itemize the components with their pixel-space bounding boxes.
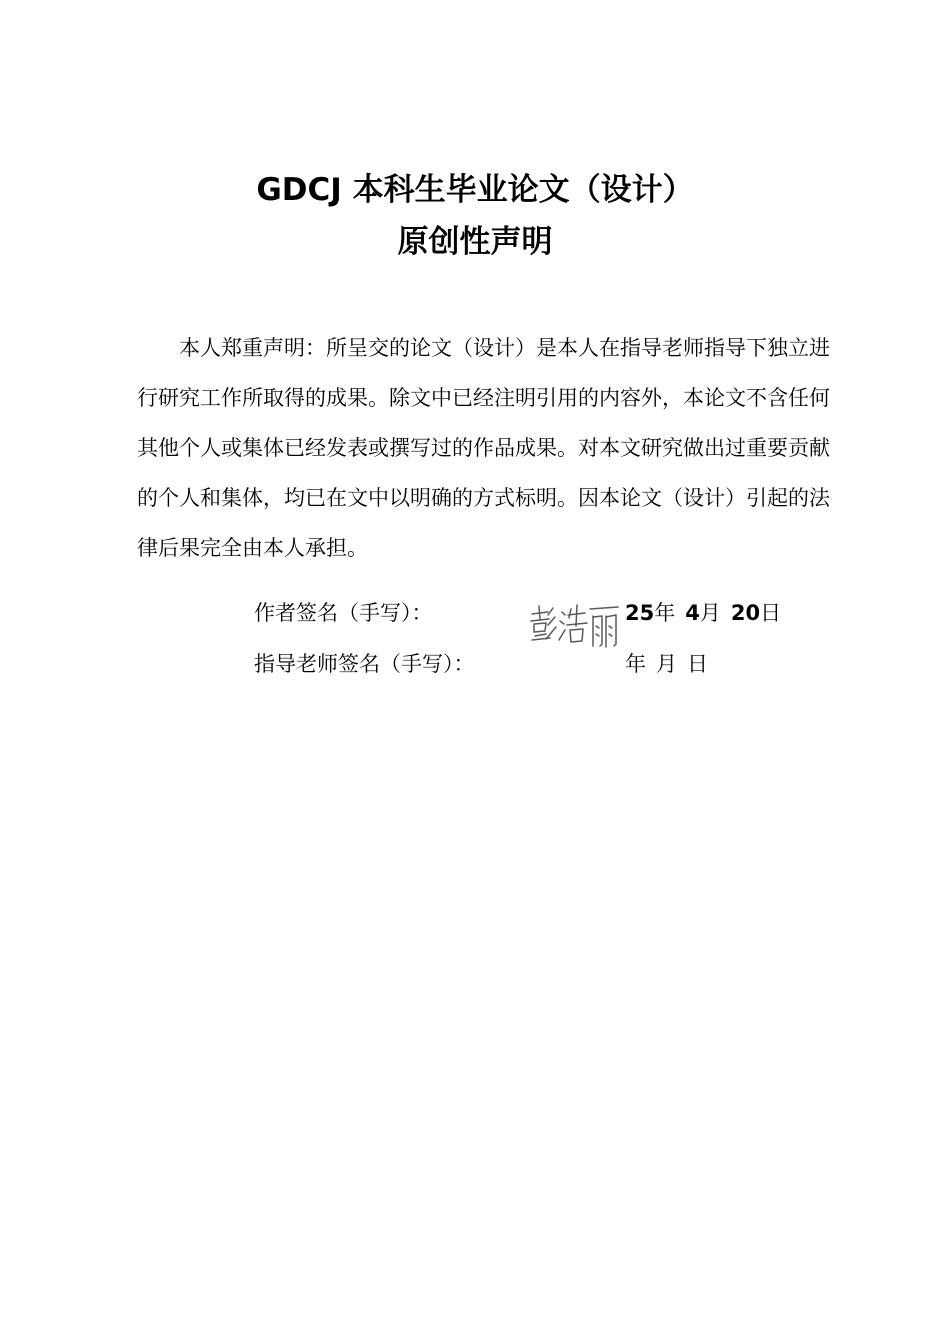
advisor-signature-label: 指导老师签名（手写）： xyxy=(254,652,475,676)
document-title: GDCJ 本科生毕业论文（设计） xyxy=(256,172,694,208)
declaration-text: 本人郑重声明：所呈交的论文（设计）是本人在指导老师指导下独立进行研究工作所取得的成果。除文中已经注明引用的内容外，本论文不含任何其他个人或集体已经发表或撰写过的作品成果。对本文研究做出过重要贡献的个人和集体，均已在文中以明确的方式标明。因本论文（设计）引起的法律后果完全由本人承担。 xyxy=(137,336,830,560)
day-unit: 日 xyxy=(760,601,782,625)
author-date-day: 20 xyxy=(730,601,761,625)
advisor-date xyxy=(625,647,708,681)
year-unit: 年 xyxy=(625,652,646,676)
author-date-year: 25 xyxy=(625,601,655,625)
handwritten-signature xyxy=(526,600,621,656)
month-unit: 月 xyxy=(699,601,721,625)
month-unit: 月 xyxy=(656,652,677,676)
day-unit: 日 xyxy=(687,652,708,676)
document-subtitle: 原创性声明 xyxy=(397,224,553,260)
author-date-month: 4 xyxy=(685,601,700,625)
author-date xyxy=(625,596,781,630)
author-signature-label: 作者签名（手写）： xyxy=(254,601,433,625)
year-unit: 年 xyxy=(654,601,676,625)
